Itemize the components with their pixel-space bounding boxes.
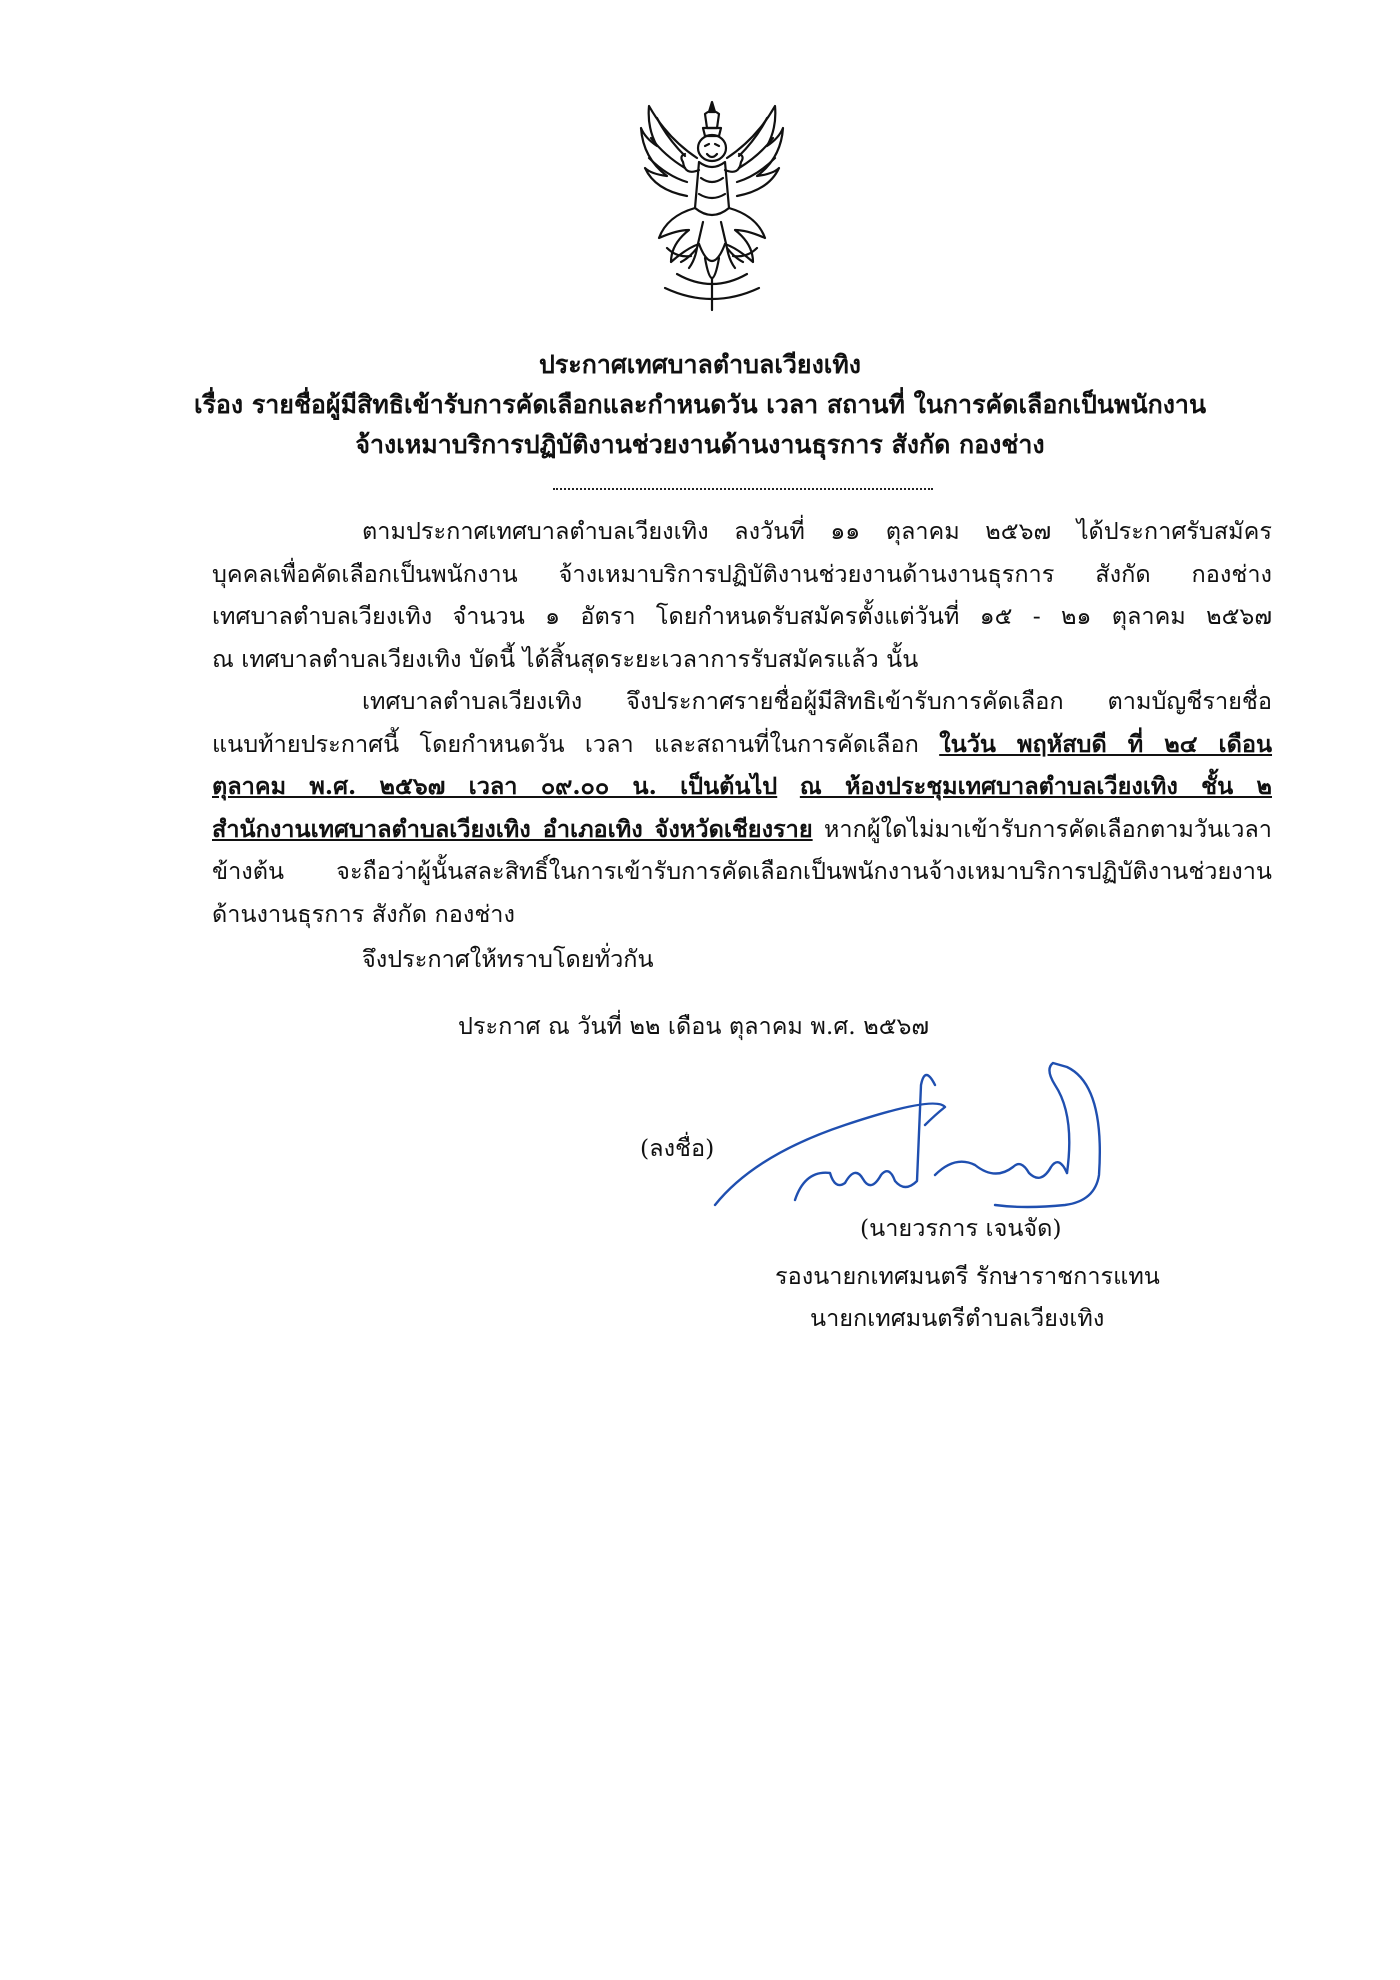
title-line-3: จ้างเหมาบริการปฏิบัติงานช่วยงานด้านงานธุรการ สังกัด กองช่าง	[355, 430, 1045, 459]
paragraph-2	[212, 680, 1272, 935]
selection-date-text: ในวัน พฤหัสบดี ที่ ๒๔ เดือน	[939, 729, 1273, 758]
title-divider	[553, 478, 933, 490]
signer-name: (นายวรการ เจนจัด)	[860, 1214, 1062, 1242]
paragraph-3-line: จึงประกาศให้ทราบโดยทั่วกัน	[362, 945, 654, 973]
signer-position-2: นายกเทศมนตรีตำบลเวียงเทิง	[810, 1304, 1105, 1332]
selection-time-text: ตุลาคม พ.ศ. ๒๕๖๗ เวลา ๐๙.๐๐ น. เป็นต้นไป	[212, 772, 778, 800]
paragraph-1-line: เทศบาลตำบลเวียงเทิง จำนวน ๑ อัตรา โดยกำหนดรับสมัครตั้งแต่วันที่ ๑๕ - ๒๑ ตุลาคม ๒๕๖๗	[212, 602, 1272, 630]
paragraph-2-line	[212, 723, 1272, 766]
paragraph-3	[212, 938, 1272, 981]
announcement-title-block	[180, 345, 1220, 465]
paragraph-2-text: แนบท้ายประกาศนี้ โดยกำหนดวัน เวลา และสถานที่ในการคัดเลือก	[212, 729, 919, 758]
paragraph-2-line	[212, 808, 1272, 851]
paragraph-2-text: หากผู้ใดไม่มาเข้ารับการคัดเลือกตามวันเวลา	[823, 814, 1272, 843]
paragraph-1-line: ณ เทศบาลตำบลเวียงเทิง บัดนี้ ได้สิ้นสุดระยะเวลาการรับสมัครแล้ว นั้น	[212, 644, 919, 673]
title-line-2: เรื่อง รายชื่อผู้มีสิทธิเข้ารับการคัดเลือกและกำหนดวัน เวลา สถานที่ ในการคัดเลือกเป็นพนักงาน	[193, 390, 1207, 419]
paragraph-1	[212, 510, 1272, 680]
paragraph-2-line: ข้างต้น จะถือว่าผู้นั้นสละสิทธิ์ในการเข้ารับการคัดเลือกเป็นพนักงานจ้างเหมาบริการปฏิบัติงานช่วยงาน	[212, 857, 1272, 885]
signed-label: (ลงชื่อ)	[640, 1134, 715, 1162]
paragraph-2-line: เทศบาลตำบลเวียงเทิง จึงประกาศรายชื่อผู้มีสิทธิเข้ารับการคัดเลือก ตามบัญชีรายชื่อ	[362, 687, 1272, 715]
paragraph-2-line	[212, 765, 1272, 808]
selection-venue-text: ณ ห้องประชุมเทศบาลตำบลเวียงเทิง ชั้น ๒	[799, 772, 1272, 800]
paragraph-1-line: ตามประกาศเทศบาลตำบลเวียงเทิง ลงวันที่ ๑๑ ตุลาคม ๒๕๖๗ ได้ประกาศรับสมัคร	[362, 517, 1272, 545]
announcement-date: ประกาศ ณ วันที่ ๒๒ เดือน ตุลาคม พ.ศ. ๒๕๖๗	[458, 1012, 930, 1040]
garuda-emblem-icon	[637, 98, 787, 313]
paragraph-1-line: บุคคลเพื่อคัดเลือกเป็นพนักงาน จ้างเหมาบริการปฏิบัติงานช่วยงานด้านงานธุรการ สังกัด กองช่าง	[212, 559, 1272, 588]
paragraph-2-line: ด้านงานธุรการ สังกัด กองช่าง	[212, 899, 515, 928]
title-line-1: ประกาศเทศบาลตำบลเวียงเทิง	[538, 350, 862, 379]
selection-office-text: สำนักงานเทศบาลตำบลเวียงเทิง อำเภอเทิง จังหวัดเชียงราย	[212, 814, 813, 843]
signer-position-1: รองนายกเทศมนตรี รักษาราชการแทน	[775, 1262, 1160, 1290]
